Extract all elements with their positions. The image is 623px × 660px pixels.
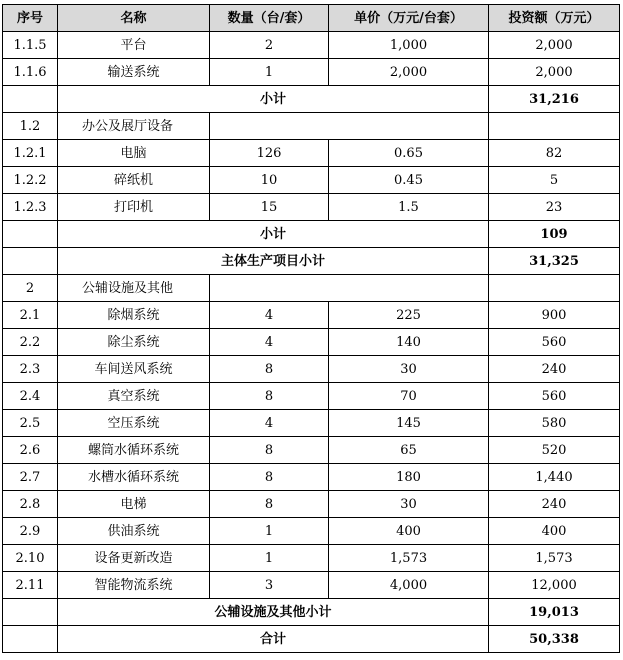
cell-unit-price: 0.65: [329, 140, 489, 167]
cell-quantity: 1: [210, 518, 329, 545]
cell-empty: [3, 626, 58, 653]
cell-investment: 1,573: [489, 545, 620, 572]
cell-empty: [3, 599, 58, 626]
cell-serial-no: 2.5: [3, 410, 58, 437]
cell-investment: 82: [489, 140, 620, 167]
table-row: [3, 383, 620, 410]
cell-quantity: 2: [210, 32, 329, 59]
cell-unit-price: 4,000: [329, 572, 489, 599]
cell-investment: 560: [489, 329, 620, 356]
table-row: [3, 194, 620, 221]
cell-serial-no: 1.2.2: [3, 167, 58, 194]
cell-empty: [489, 275, 620, 302]
cell-subtotal-amount: 31,325: [489, 248, 620, 275]
cell-unit-price: 400: [329, 518, 489, 545]
cell-investment: 400: [489, 518, 620, 545]
cell-serial-no: 2.3: [3, 356, 58, 383]
cell-investment: 23: [489, 194, 620, 221]
cell-subtotal-amount: 50,338: [489, 626, 620, 653]
cell-unit-price: 70: [329, 383, 489, 410]
cell-name: 供油系统: [58, 518, 210, 545]
cell-serial-no: 2.11: [3, 572, 58, 599]
table-row: [3, 518, 620, 545]
table-row: [3, 464, 620, 491]
cell-quantity: 8: [210, 464, 329, 491]
cell-serial-no: 2.1: [3, 302, 58, 329]
cell-unit-price: 1.5: [329, 194, 489, 221]
cell-serial-no: 1.2: [3, 113, 58, 140]
table-row: [3, 545, 620, 572]
table-row: [3, 302, 620, 329]
cell-serial-no: 1.1.5: [3, 32, 58, 59]
cell-name: 输送系统: [58, 59, 210, 86]
header-investment: 投资额（万元）: [489, 5, 620, 32]
group-row: [3, 113, 620, 140]
cell-name: 智能物流系统: [58, 572, 210, 599]
cell-serial-no: 1.2.3: [3, 194, 58, 221]
header-serial-no: 序号: [3, 5, 58, 32]
header-quantity: 数量（台/套）: [210, 5, 329, 32]
subtotal-row: [3, 221, 620, 248]
cell-name: 电梯: [58, 491, 210, 518]
table-row: [3, 167, 620, 194]
group-row: [3, 275, 620, 302]
cell-investment: 580: [489, 410, 620, 437]
cell-unit-price: 145: [329, 410, 489, 437]
table-row: [3, 437, 620, 464]
cell-group-name: 办公及展厅设备: [58, 113, 210, 140]
investment-table: [2, 4, 620, 653]
table-row: [3, 356, 620, 383]
cell-quantity: 126: [210, 140, 329, 167]
cell-serial-no: 2.9: [3, 518, 58, 545]
cell-name: 打印机: [58, 194, 210, 221]
cell-serial-no: 2.2: [3, 329, 58, 356]
cell-name: 真空系统: [58, 383, 210, 410]
cell-empty: [3, 248, 58, 275]
cell-unit-price: 2,000: [329, 59, 489, 86]
cell-investment: 2,000: [489, 59, 620, 86]
cell-name: 空压系统: [58, 410, 210, 437]
cell-serial-no: 2.4: [3, 383, 58, 410]
cell-name: 车间送风系统: [58, 356, 210, 383]
table-row: [3, 32, 620, 59]
cell-unit-price: 1,000: [329, 32, 489, 59]
cell-quantity: 10: [210, 167, 329, 194]
cell-quantity: 15: [210, 194, 329, 221]
cell-empty: [3, 221, 58, 248]
cell-name: 螺筒水循环系统: [58, 437, 210, 464]
cell-quantity: 4: [210, 410, 329, 437]
cell-empty: [489, 113, 620, 140]
cell-investment: 520: [489, 437, 620, 464]
cell-quantity: 1: [210, 59, 329, 86]
cell-name: 电脑: [58, 140, 210, 167]
subtotal-row: [3, 626, 620, 653]
cell-name: 碎纸机: [58, 167, 210, 194]
cell-name: 平台: [58, 32, 210, 59]
cell-name: 水槽水循环系统: [58, 464, 210, 491]
table-body: [3, 32, 620, 653]
cell-name: 除尘系统: [58, 329, 210, 356]
cell-empty: [210, 275, 489, 302]
cell-subtotal-label: 小计: [58, 86, 489, 113]
cell-subtotal-amount: 19,013: [489, 599, 620, 626]
cell-unit-price: 140: [329, 329, 489, 356]
cell-investment: 1,440: [489, 464, 620, 491]
cell-subtotal-label: 合计: [58, 626, 489, 653]
cell-investment: 900: [489, 302, 620, 329]
cell-empty: [3, 86, 58, 113]
cell-serial-no: 1.2.1: [3, 140, 58, 167]
cell-quantity: 3: [210, 572, 329, 599]
cell-investment: 5: [489, 167, 620, 194]
cell-name: 设备更新改造: [58, 545, 210, 572]
subtotal-row: [3, 86, 620, 113]
cell-subtotal-amount: 109: [489, 221, 620, 248]
header-unit-price: 单价（万元/台套）: [329, 5, 489, 32]
cell-unit-price: 0.45: [329, 167, 489, 194]
cell-serial-no: 2.10: [3, 545, 58, 572]
table-row: [3, 491, 620, 518]
cell-investment: 240: [489, 491, 620, 518]
table-row: [3, 329, 620, 356]
table-row: [3, 572, 620, 599]
cell-quantity: 8: [210, 383, 329, 410]
cell-quantity: 4: [210, 329, 329, 356]
cell-unit-price: 180: [329, 464, 489, 491]
table-header-row: [3, 5, 620, 32]
header-name: 名称: [58, 5, 210, 32]
cell-empty: [210, 113, 489, 140]
cell-quantity: 8: [210, 491, 329, 518]
cell-quantity: 4: [210, 302, 329, 329]
subtotal-row: [3, 599, 620, 626]
cell-subtotal-amount: 31,216: [489, 86, 620, 113]
cell-unit-price: 225: [329, 302, 489, 329]
cell-subtotal-label: 小计: [58, 221, 489, 248]
table-row: [3, 59, 620, 86]
cell-unit-price: 65: [329, 437, 489, 464]
table-row: [3, 410, 620, 437]
cell-quantity: 1: [210, 545, 329, 572]
cell-investment: 12,000: [489, 572, 620, 599]
cell-serial-no: 2.6: [3, 437, 58, 464]
cell-quantity: 8: [210, 437, 329, 464]
cell-serial-no: 2.8: [3, 491, 58, 518]
cell-quantity: 8: [210, 356, 329, 383]
cell-unit-price: 30: [329, 491, 489, 518]
cell-serial-no: 2.7: [3, 464, 58, 491]
cell-unit-price: 1,573: [329, 545, 489, 572]
cell-investment: 240: [489, 356, 620, 383]
cell-group-name: 公辅设施及其他: [58, 275, 210, 302]
cell-serial-no: 2: [3, 275, 58, 302]
cell-serial-no: 1.1.6: [3, 59, 58, 86]
cell-subtotal-label: 公辅设施及其他小计: [58, 599, 489, 626]
cell-investment: 560: [489, 383, 620, 410]
cell-investment: 2,000: [489, 32, 620, 59]
cell-name: 除烟系统: [58, 302, 210, 329]
cell-unit-price: 30: [329, 356, 489, 383]
subtotal-row: [3, 248, 620, 275]
cell-subtotal-label: 主体生产项目小计: [58, 248, 489, 275]
table-row: [3, 140, 620, 167]
